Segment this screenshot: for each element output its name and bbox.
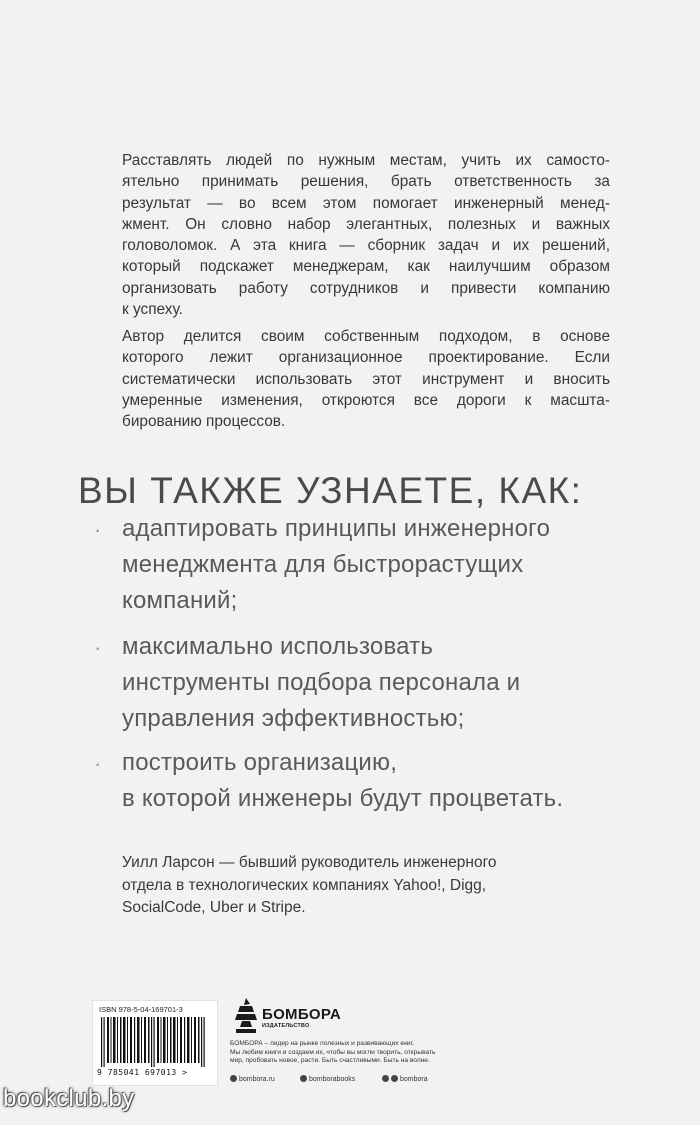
text-line: БОМБОРА – лидер на рынке полезных и развивающих книг. (230, 1040, 415, 1047)
description-paragraph-1 (122, 150, 610, 320)
publisher-name: БОМБОРА (262, 1006, 342, 1023)
bullet-line: построить организацию, (122, 749, 398, 776)
social-link-books[interactable] (300, 1075, 355, 1083)
publisher-description (230, 1040, 490, 1066)
publisher-subtitle: ИЗДАТЕЛЬСТВО (262, 1023, 310, 1029)
text-line: бированию процессов. (122, 413, 286, 431)
author-bio (122, 852, 497, 920)
bullet-line: менеджмента для быстрорастущих (122, 551, 524, 578)
description-paragraph-2 (122, 326, 610, 432)
telegram-icon (391, 1075, 398, 1082)
text-line: Мы любим книги и создаем их, чтобы вы могли творить, открывать (230, 1048, 436, 1056)
text-line: Уилл Ларсон — бывший руководитель инженерного (122, 854, 497, 871)
text-line: умеренные изменения, откроются все дороги к масшта- (122, 391, 610, 409)
bullet-line: инструменты подбора персонала и (122, 669, 521, 696)
bullet-line: адаптировать принципы инженерного (122, 515, 551, 542)
text-line: SocialCode, Uber и Stripe. (122, 899, 306, 916)
globe-icon (230, 1075, 237, 1082)
text-line: который подскажет менеджерам, как наилучшим образом (122, 258, 610, 276)
text-line: головоломок. А эта книга — сборник задач и их решений, (122, 237, 610, 255)
bullet-marker: · (94, 517, 102, 542)
isbn-barcode-box (92, 1000, 218, 1086)
publisher-logo-icon (232, 996, 260, 1034)
text-line: ятельно принимать решения, брать ответственность за (122, 173, 610, 191)
text-line: отдела в технологических компаниях Yahoo!, Digg, (122, 876, 487, 894)
isbn-label: ISBN 978-5-04-169701-3 (99, 1005, 183, 1014)
social-label: bomborabooks (309, 1076, 356, 1083)
text-line: Расставлять людей по нужным местам, учить их самосто- (122, 152, 610, 169)
publisher-socials (230, 1075, 470, 1085)
social-label: bombora.ru (239, 1076, 275, 1083)
bullet-marker: · (94, 751, 102, 776)
text-line: мир, пробовать новое, расти. Быть счастливыми. Быть на волне. (230, 1057, 430, 1065)
text-line: организовать работу сотрудников и привести компанию (122, 279, 610, 297)
bullet-line: максимально использовать (122, 633, 434, 660)
social-link-bombora[interactable] (382, 1075, 428, 1083)
vk-icon (382, 1075, 389, 1082)
site-watermark: bookclub.by (3, 1085, 135, 1112)
bullet-line: в которой инженеры будут процветать. (122, 785, 564, 812)
text-line: которого лежит организационное проектирование. Если (122, 349, 610, 367)
section-heading: ВЫ ТАКЖЕ УЗНАЕТЕ, КАК: (78, 470, 583, 511)
text-line: систематически использовать этот инструмент и вносить (122, 370, 610, 388)
text-line: жмент. Он словно набор элегантных, полезных и важных (122, 215, 610, 233)
social-label: bombora (400, 1076, 428, 1083)
bullet-marker: · (94, 635, 102, 660)
instagram-icon (300, 1075, 307, 1082)
text-line: результат — во всем этом помогает инженерный менед- (122, 194, 610, 212)
barcode-digits: 9 785041 697013 > (97, 1068, 188, 1077)
social-link-site[interactable] (230, 1075, 275, 1083)
text-line: Автор делится своим собственным подходом, в основе (122, 328, 610, 345)
barcode-icon (99, 1017, 211, 1067)
bullet-line: компаний; (122, 587, 238, 614)
bullet-line: управления эффективностью; (122, 705, 465, 732)
text-line: к успеху. (122, 301, 183, 319)
